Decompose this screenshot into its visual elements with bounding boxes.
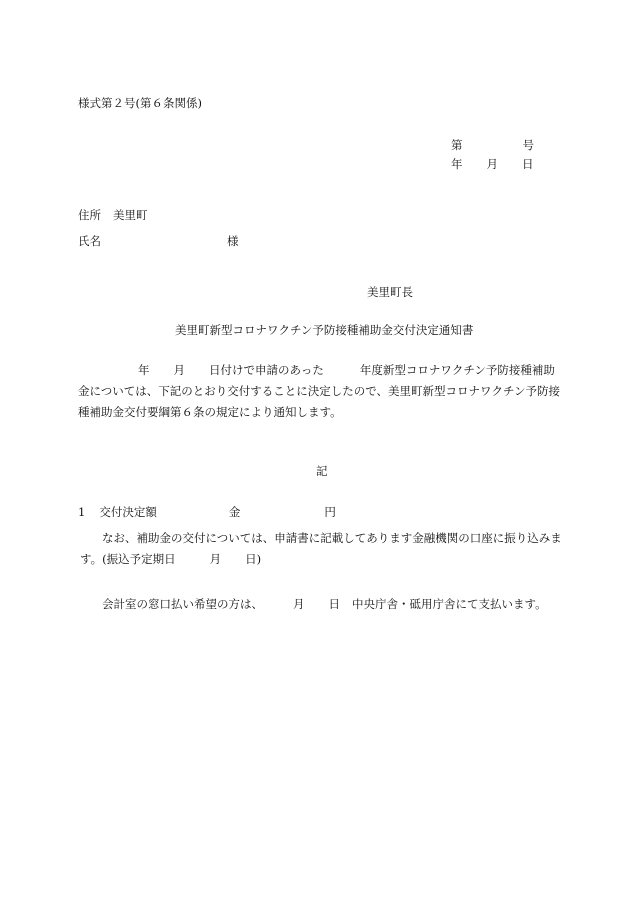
recipient-address — [78, 207, 148, 223]
cashier-day: 日 — [328, 597, 340, 611]
body-year: 年 — [138, 363, 150, 377]
honorific: 様 — [227, 234, 239, 248]
note-line-2-start: す。(振込予定期日 — [80, 552, 176, 566]
address-label: 住所 — [78, 208, 101, 222]
name-label: 氏名 — [78, 234, 101, 248]
issue-date-month: 月 — [486, 157, 498, 171]
item-1-number: 1 — [78, 505, 86, 519]
item-1-yen: 円 — [324, 505, 336, 519]
address-value: 美里町 — [113, 208, 148, 222]
body-line-2: 金については、下記のとおり交付することに決定したので、美里町新型コロナワクチン予防接 — [78, 384, 560, 398]
cashier-start: 会計室の窓口払い希望の方は、 — [102, 597, 263, 611]
item-1 — [78, 504, 336, 520]
body-day-text: 日付けで申請のあった — [209, 363, 324, 377]
body-line-1 — [78, 362, 555, 378]
note-day-close: 日) — [245, 552, 262, 566]
doc-number-suffix: 号 — [522, 138, 534, 152]
note-month: 月 — [209, 552, 222, 566]
cashier-line — [102, 596, 547, 612]
issue-date-day: 日 — [522, 157, 534, 171]
body-line-1-rest: 年度新型コロナワクチン予防接種補助 — [359, 363, 555, 377]
issue-date — [451, 156, 534, 172]
sender: 美里町長 — [367, 285, 413, 299]
body-line-3: 種補助金交付要綱第６条の規定により通知します。 — [78, 405, 342, 419]
note-line-1: なお、補助金の交付については、申請書に記載してあります金融機関の口座に振り込みま — [102, 531, 562, 545]
item-1-label: 交付決定額 — [99, 505, 157, 519]
recipient-name — [78, 233, 239, 249]
cashier-month: 月 — [293, 597, 305, 611]
item-1-kin: 金 — [228, 505, 241, 519]
ki-heading: 記 — [316, 464, 328, 478]
doc-number-prefix: 第 — [451, 138, 463, 152]
doc-number — [451, 137, 534, 153]
form-label: 様式第２号(第６条関係) — [78, 96, 202, 110]
body-month: 月 — [173, 363, 185, 377]
issue-date-year: 年 — [451, 157, 463, 171]
document-title: 美里町新型コロナワクチン予防接種補助金交付決定通知書 — [175, 323, 474, 337]
note-line-2 — [80, 551, 261, 567]
cashier-end: 中央庁舎・砥用庁舎にて支払います。 — [352, 597, 547, 611]
